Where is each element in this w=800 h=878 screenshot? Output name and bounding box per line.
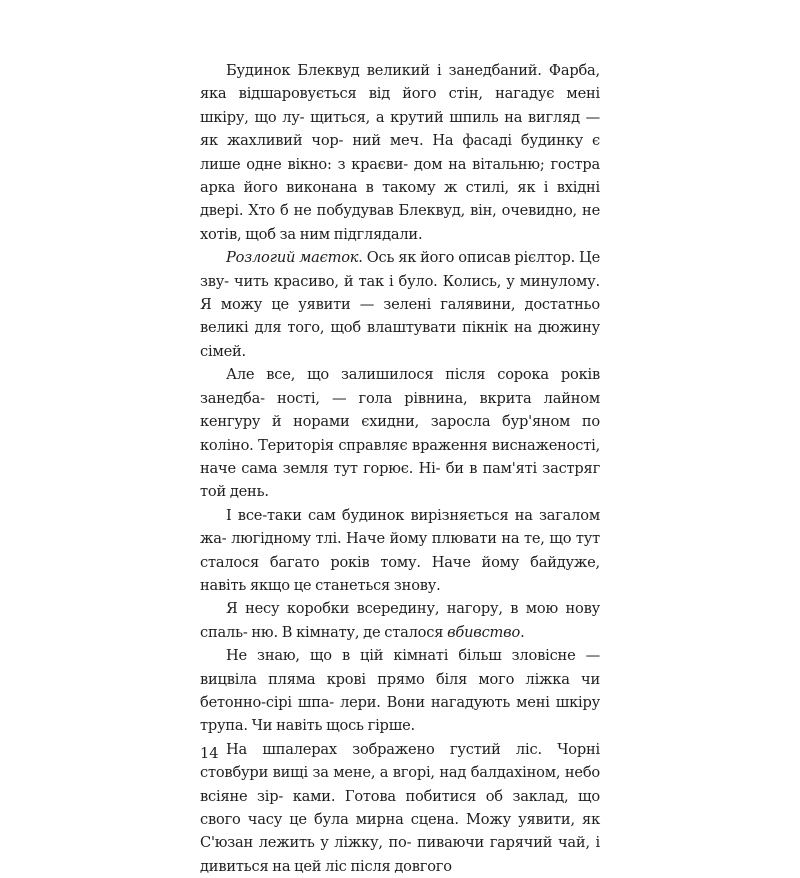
italic-word: вбивство <box>447 623 521 641</box>
text-punctuation: . <box>520 623 525 641</box>
text-line: На шпалерах зображено густий ліс. Чорні стовбури <box>200 740 600 782</box>
text-line: люгідному тлі. Наче йому плювати на те, що тут сталося <box>200 530 600 571</box>
text-line: ності, — гола рівнина, вкрита лайном кенгуру й норами <box>200 389 600 431</box>
paragraph <box>200 363 600 503</box>
paragraph <box>200 504 600 598</box>
body-text <box>200 59 600 878</box>
text-line: Я несу коробки всередину, нагору, в мою нову спаль- <box>200 600 600 641</box>
text-line: мирна сцена. Можу уявити, як С'юзан лежить у ліжку, по- <box>200 811 600 852</box>
paragraph <box>200 59 600 246</box>
text-line: І все-таки сам будинок вирізняється на загалом жа- <box>200 506 600 548</box>
text-line: гірше. <box>367 717 415 735</box>
text-line: станеться знову. <box>315 576 441 594</box>
text-line: лери. Вони нагадують мені шкіру трупа. Чи навіть щось <box>200 693 601 735</box>
page-number: 14 <box>200 745 219 762</box>
text-line: Ось як його описав рієлтор. Це зву- <box>200 249 600 290</box>
text-line: багато років тому. Наче йому байдуже, навіть якщо це <box>200 553 600 594</box>
text-line: єхидни, заросла бур'яном по коліно. Територія справляє <box>200 413 601 454</box>
text-line: пиваючи гарячий чай, і дивиться на цей ліс після довгого <box>200 834 601 875</box>
text-line: відшаровується від його стін, нагадує мені шкіру, що лу- <box>200 85 601 126</box>
text-line: щоб влаштувати пікнік на дюжину сімей. <box>200 319 600 360</box>
text-line: Будинок Блеквуд великий і занедбаний. Фарба, яка <box>200 62 600 103</box>
text-line: це уявити — зелені галявини, достатньо великі для того, <box>200 296 600 337</box>
paragraph <box>200 644 600 738</box>
paragraph <box>200 246 600 363</box>
text-line: щиться, а крутий шпиль на вигляд — як жахливий чор- <box>200 108 601 150</box>
text-line: Але все, що залишилося після сорока років занедба- <box>200 366 600 407</box>
paragraph <box>200 597 600 644</box>
text-line: ню. В кімнату, де сталося <box>251 623 448 641</box>
text-line: ками. Готова побитися об заклад, що свого часу це була <box>200 787 600 828</box>
text-line: враження виснаженості, наче сама земля тут горює. Ні- <box>200 436 601 477</box>
text-line: стилі, як і вхідні двері. Хто б не побудував Блеквуд, він, <box>200 179 601 220</box>
text-line: Не знаю, що в цій кімнаті більш зловісне — вицвіла <box>200 647 600 688</box>
text-line: вищі за мене, а вгорі, над балдахіном, небо всіяне зір- <box>200 764 600 805</box>
italic-phrase: Розлогий маєток. <box>226 249 363 267</box>
text-line: очевидно, не хотів, щоб за ним підглядали. <box>200 202 601 243</box>
text-line: чить красиво, й так і було. Колись, у минулому. Я можу <box>200 272 600 314</box>
text-line: пляма крові прямо біля мого ліжка чи бетонно-сірі шпа- <box>200 670 600 711</box>
paragraph <box>200 738 600 878</box>
text-line: дом на вітальню; гостра арка його виконана в такому ж <box>200 155 600 197</box>
text-line: би в пам'яті застряг той день. <box>200 459 601 501</box>
text-line: ний меч. На фасаді будинку є лише одне вікно: з краєви- <box>200 132 601 173</box>
